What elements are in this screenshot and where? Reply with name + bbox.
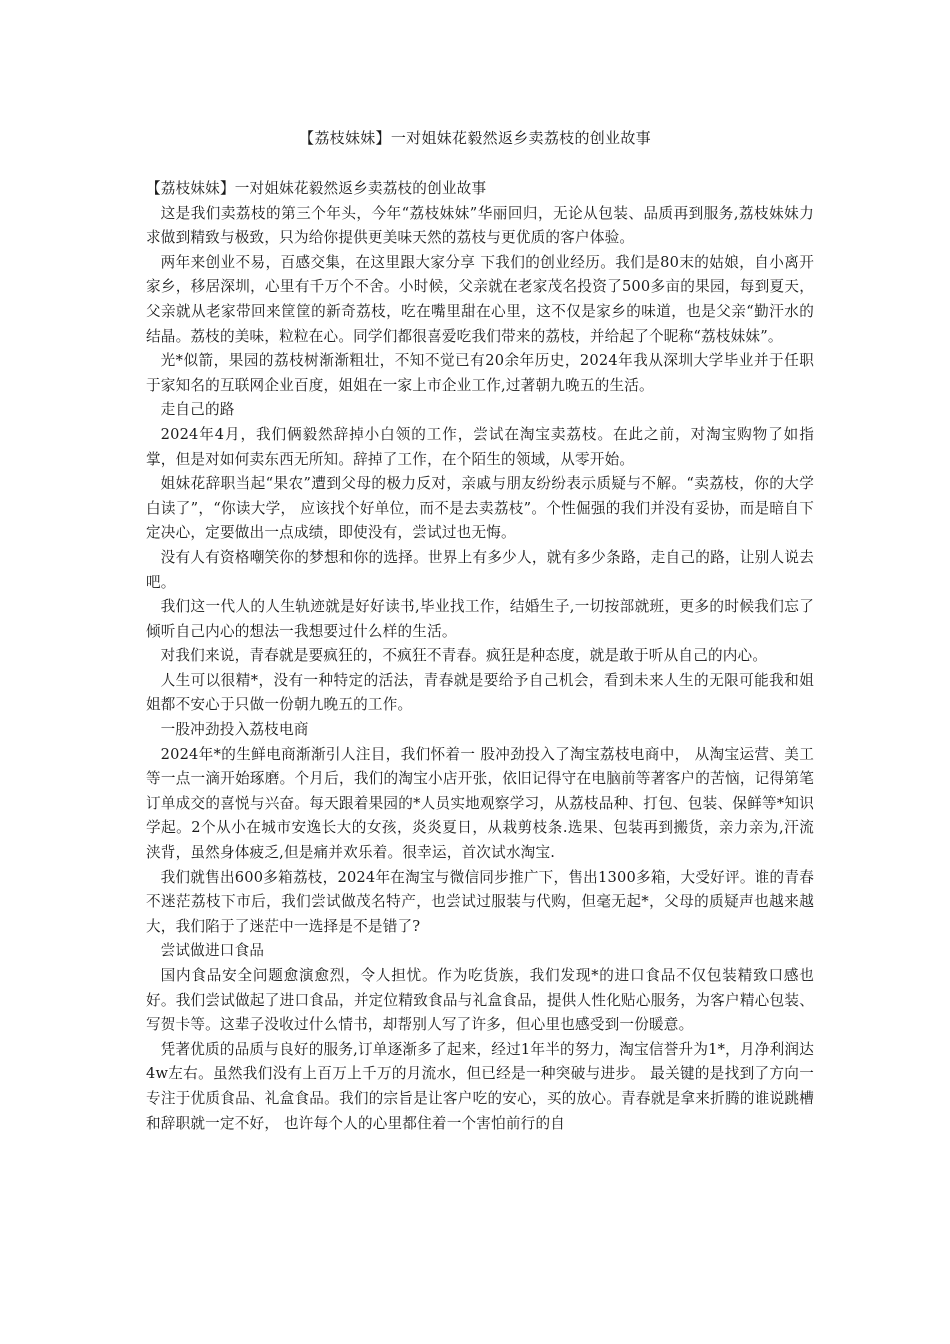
paragraph: 国内食品安全问题愈演愈烈，令人担忧。作为吃货族，我们发现*的进口食品不仅包装精致口感也好。我们尝试做起了进口食品，并定位精致食品与礼盒食品，提供人性化贴心服务，为客户精心包装、写贺卡等。这辈子没收过什么情书，却帮别人写了许多，但心里也感受到一份暖意。	[146, 967, 814, 1034]
body-heading: 【荔枝妹妹】一对姐妹花毅然返乡卖荔枝的创业故事	[146, 180, 487, 197]
paragraph: 对我们来说，青春就是要疯狂的，不疯狂不青春。疯狂是种态度，就是敢于听从自己的内心。	[160, 647, 768, 665]
paragraph: 这是我们卖荔枝的第三个年头，今年“荔枝妹妹”华丽回归，无论从包装、品质再到服务,荔枝妹妹力求做到精致与极致，只为给你提供更美味天然的荔枝与更优质的客户体验。	[146, 204, 814, 247]
document-body	[146, 177, 814, 1136]
document-title: 【荔枝妹妹】一对姐妹花毅然返乡卖荔枝的创业故事	[299, 129, 651, 147]
paragraph: 没有人有资格嘲笑你的梦想和你的选择。世界上有多少人，就有多少条路，走自己的路，让别人说去吧。	[146, 548, 814, 591]
paragraph: 我们这一代人的人生轨迹就是好好读书,毕业找工作，结婚生子,一切按部就班，更多的时候我们忘了倾听自己内心的想法一我想要过什么样的生活。	[146, 598, 814, 640]
section-heading: 一股冲劲投入荔枝电商	[160, 721, 309, 739]
section-heading: 走自己的路	[160, 401, 235, 419]
section-heading: 尝试做进口食品	[160, 942, 265, 960]
paragraph: 两年来创业不易，百感交集，在这里跟大家分享 下我们的创业经历。我们是80末的姑娘，自小离开家乡，移居深圳，心里有千万个不舍。小时候，父亲就在老家茂名投资了500多亩的果园，每到夏天，父亲就从老家带回来筐筐的新奇荔枝，吃在嘴里甜在心里，这不仅是家乡的味道，也是父亲“勤汗水的结晶。荔枝的美味，粒粒在心。同学们都很喜爱吃我们带来的荔枝，并给起了个昵称“荔枝妹妹”。	[146, 253, 814, 345]
paragraph: 2024年4月，我们俩毅然辞掉小白领的工作，尝试在淘宝卖荔枝。在此之前，对淘宝购物了如指掌，但是对如何卖东西无所知。辞掉了工作，在个陌生的领域，从零开始。	[146, 425, 814, 468]
paragraph: 凭著优质的品质与良好的服务,订单逐渐多了起来，经过1年半的努力，淘宝信誉升为1*，月净利润达4w左右。虽然我们没有上百万上千万的月流水，但已经是一种突破与进步。 最关键的是找到了方向一专注于优质食品、礼盒食品。我们的宗旨是让客户吃的安心，买的放心。青春就是拿来折腾的谁说跳槽和辞职就一定不好， 也许每个人的心里都住着一个害怕前行的自	[146, 1040, 814, 1132]
paragraph: 我们就售出600多箱荔枝，2024年在淘宝与微信同步推广下，售出1300多箱，大受好评。谁的青春不迷茫荔枝下市后，我们尝试做茂名特产，也尝试过服装与代购，但毫无起*，父母的质疑声也越来越大，我们陷于了迷茫中一选择是不是错了?	[146, 868, 814, 935]
paragraph: 光*似箭，果园的荔枝树渐渐粗壮，不知不觉已有20余年历史，2024年我从深圳大学毕业并于任职于家知名的互联网企业百度，姐姐在一家上市企业工作,过著朝九晚五的生活。	[146, 352, 814, 394]
paragraph: 人生可以很精*，没有一种特定的活法，青春就是要给予自己机会，看到未来人生的无限可能我和姐姐都不安心于只做一份朝九晚五的工作。	[146, 671, 814, 714]
paragraph: 姐妹花辞职当起“果农”遭到父母的极力反对，亲戚与朋友纷纷表示质疑与不解。“卖荔枝，你的大学白读了”，“你读大学， 应该找个好单位，而不是去卖荔枝”。个性倔强的我们并没有妥协，而是暗自下定决心，定要做出一点成绩，即使没有，尝试过也无悔。	[146, 475, 814, 542]
paragraph: 2024年*的生鲜电商渐渐引人注目，我们怀着一 股冲劲投入了淘宝荔枝电商中， 从淘宝运营、美工等一点一滴开始琢磨。个月后，我们的淘宝小店开张，依旧记得守在电脑前等著客户的苦恼，记得第笔订单成交的喜悦与兴奋。每天跟着果园的*人员实地观察学习，从荔枝品种、打包、包装、保鲜等*知识学起。2个从小在城市安逸长大的女孩，炎炎夏日，从栽剪枝条.选果、包装再到搬货，亲力亲为,汗流浃背，虽然身体疲乏,但是痛并欢乐着。很幸运，首次试水淘宝.	[146, 745, 814, 862]
